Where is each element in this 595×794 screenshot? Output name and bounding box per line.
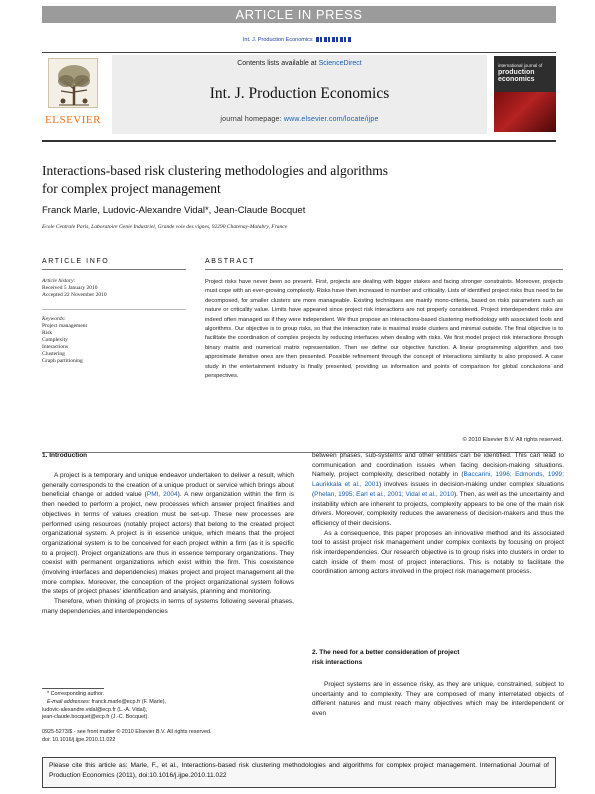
section-2-paragraph-1: Project systems are in essence risky, as they are unique, constrained, subject to uncertainty and to complexity. They are composed of many interrelated objects of different natures and must reach many objectives which may be interdependent or even bbox=[312, 681, 564, 718]
email-address[interactable]: ludovic-alexandre.vidal@ecp.fr (L.-A. Vidal), bbox=[42, 706, 148, 713]
footnotes bbox=[42, 691, 292, 722]
email-address[interactable]: jean-claude.bocquet@ecp.fr (J.-C. Bocquet). bbox=[42, 714, 149, 721]
intro-paragraph-1 bbox=[42, 471, 294, 597]
article-title bbox=[42, 162, 512, 198]
keyword: Graph partitioning bbox=[42, 358, 83, 364]
right-column bbox=[312, 451, 564, 577]
issn-line: 0925-5273/$ - see front matter © 2010 Elsevier B.V. All rights reserved. bbox=[42, 729, 212, 735]
keywords-block bbox=[42, 316, 182, 365]
elsevier-wordmark: ELSEVIER bbox=[45, 114, 101, 126]
issue-placeholder-glyphs bbox=[316, 37, 352, 42]
intro-p1-text-a: A project is a temporary and unique endeavor undertaken to deliver a result, which generally corresponds to the creation of a unique product or service which brings about beneficial change or added value ( bbox=[42, 472, 294, 499]
article-in-press-banner: ARTICLE IN PRESS bbox=[42, 6, 556, 23]
journal-cover-thumbnail bbox=[494, 56, 556, 132]
doi-line[interactable]: doi: 10.1016/j.ijpe.2010.11.022 bbox=[42, 737, 116, 743]
journal-reference bbox=[0, 37, 595, 43]
article-title-line-1: Interactions-based risk clustering methodologies and algorithms bbox=[42, 163, 389, 178]
section-2-heading-line-1: 2. The need for a better consideration of project bbox=[312, 649, 460, 656]
top-rule bbox=[42, 52, 556, 53]
cover-title bbox=[498, 62, 554, 83]
affiliation: Ecole Centrale Paris, Laboratoire Genie Industriel, Grande voie des vignes, 92290 Chatenay-Malabry, France bbox=[42, 224, 288, 230]
email-address[interactable]: franck.marle@ecp.fr (F. Marle), bbox=[91, 698, 167, 705]
intro-p1-text-b: ). A new organization within the firm is then needed to perform a project, new processes which answer project finalities and objectives in terms of values creation must be set-up. These new processes are performed using resources (notably project actors) that belong to the created project organizational system. A project is in essence unique, which means that the project organizational system is to be conceived for each project within a firm (as it is specific to a project). Project organizations are thus in essence temporary organizations. They coexist with permanent organizations which exist within the firm. This coexistence (involving interfaces and dependencies) makes project and project management all the more complex. Moreover, the conception of the project organizational system follows the steps of project phases' identification and analysis, planning and monitoring. bbox=[42, 491, 294, 596]
keywords-label: Keywords: bbox=[42, 316, 66, 322]
elsevier-tree-icon bbox=[48, 58, 98, 108]
elsevier-logo bbox=[42, 56, 104, 128]
right-paragraph-1 bbox=[312, 451, 564, 529]
author-list: Franck Marle, Ludovic-Alexandre Vidal*, Jean-Claude Bocquet bbox=[42, 205, 306, 216]
left-column bbox=[42, 471, 294, 617]
corresponding-author-note: * Corresponding author. bbox=[47, 691, 104, 697]
contents-prefix: Contents lists available at bbox=[237, 60, 319, 67]
history-label: Article history: bbox=[42, 278, 76, 284]
homepage-url-link[interactable]: www.elsevier.com/locate/ijpe bbox=[283, 116, 379, 123]
citation-link[interactable]: PMI, 2004 bbox=[146, 491, 178, 499]
citation-link[interactable]: Baccarini, 1996; Edmonds, 1999; Laurikkala et al., 2001 bbox=[312, 471, 564, 489]
section-2-heading-line-2: risk interactions bbox=[312, 658, 363, 666]
cover-stripe bbox=[494, 92, 556, 132]
cover-line-3: economics bbox=[498, 76, 535, 83]
keywords-rule bbox=[42, 309, 186, 310]
right-paragraph-2: As a consequence, this paper proposes an innovative method and its associated tool to assist project risk management under complex contexts by focusing on project risk interdependencies. Our research objective is to group risks into clusters in order to catch inside of them most of project interactions. This is notably to facilitate the coordination among actors involved in the project risk management process. bbox=[312, 529, 564, 576]
keyword: Clustering bbox=[42, 351, 65, 357]
copyright-line: © 2010 Elsevier B.V. All rights reserved. bbox=[462, 437, 563, 443]
section-2-heading bbox=[312, 648, 459, 667]
contents-line bbox=[112, 60, 487, 67]
journal-title: Int. J. Production Economics bbox=[209, 85, 390, 102]
right-p1-text-a: between phases, sub-systems and other entities can be identified. This can lead to communication and coordination issues when facing decision-making situations. Namely, project complexity, described notably in ( bbox=[312, 452, 564, 479]
citation-link[interactable]: Phelan, 1995; Earl et al., 2001; Vidal et al., 2010 bbox=[314, 490, 454, 498]
homepage-line bbox=[112, 116, 487, 123]
email-line bbox=[42, 699, 292, 707]
cover-line-1: international journal of bbox=[498, 63, 543, 68]
footnote-rule bbox=[42, 688, 104, 689]
keyword: Risk bbox=[42, 330, 53, 336]
received-date: Received 5 January 2010 bbox=[42, 285, 98, 291]
abstract-rule bbox=[205, 269, 563, 270]
header-rule bbox=[42, 140, 556, 142]
issn-block bbox=[42, 728, 292, 744]
article-info-rule bbox=[42, 269, 186, 270]
accepted-date: Accepted 22 November 2010 bbox=[42, 292, 107, 298]
intro-paragraph-2: Therefore, when thinking of projects in terms of systems following several phases, many dependencies and interdependencies bbox=[42, 598, 294, 615]
right-p1-text-c: ). Then, as well as the uncertainty and instability which are inherent to projects, complexity appears to be one of the main risk drivers. Moreover, complexity reduces the awareness of decision-makers and thus the efficiency of their decisions. bbox=[312, 490, 564, 527]
journal-reference-text: Int. J. Production Economics bbox=[242, 37, 313, 43]
please-cite-box: Please cite this article as: Marle, F., et al., Interactions-based risk clustering methodologies and algorithms for complex project management. International Journal of Production Economics (2011), doi:10.1016/j.ijpe.2010.11.022 bbox=[42, 757, 556, 788]
article-info-heading: ARTICLE INFO bbox=[42, 258, 110, 265]
section-1-heading: 1. Introduction bbox=[42, 452, 88, 459]
section-2-body bbox=[312, 680, 564, 719]
keyword: Interactions bbox=[42, 344, 68, 350]
keyword: Complexity bbox=[42, 337, 68, 343]
homepage-prefix: journal homepage: bbox=[220, 116, 284, 123]
sciencedirect-link[interactable]: ScienceDirect bbox=[318, 60, 362, 67]
abstract-heading: ABSTRACT bbox=[205, 258, 256, 265]
email-label: E-mail addresses: bbox=[47, 698, 91, 705]
keyword: Project management bbox=[42, 323, 88, 329]
article-history bbox=[42, 278, 182, 299]
abstract-text: Project risks have never been so present. First, projects are dealing with bigger stakes and facing stronger constraints. Moreover, projects must cope with an ever-growing complexity. Risks have then increased in number and criticality. Lists of identified project risks thus need to be decomposed, for smaller clusters are more manageable. Existing techniques are mainly mono-criteria, based on risks parameters such as nature or criticality value. Limits have appeared since project risk interactions are not properly considered. Project interdependent risks are indeed often managed as if they were independent. We thus propose an interactions-based clustering methodology with associated tools and algorithms. Our objective is to group risks, so that the interaction rate is maximal inside clusters and minimal outside. The final objective is to facilitate the coordination of complex projects by reducing interfaces when dealing with risks. We first model project risk interactions through binary matrix and numerical matrix representation. Then we define our objective function. A linear programming algorithm and two approximate iterative ones are then presented. Possible refinement through the concept of interactions similarity is also proposed. A case study in the entertainment industry is finally presented, providing us information and points of comparison for global conclusions and perspectives. bbox=[205, 279, 563, 380]
right-p1-text-b: ) involves issues in decision-making under complex situations ( bbox=[312, 481, 564, 498]
article-title-line-2: for complex project management bbox=[42, 181, 221, 196]
journal-header-box bbox=[112, 55, 487, 134]
cover-line-2: production bbox=[498, 69, 535, 76]
